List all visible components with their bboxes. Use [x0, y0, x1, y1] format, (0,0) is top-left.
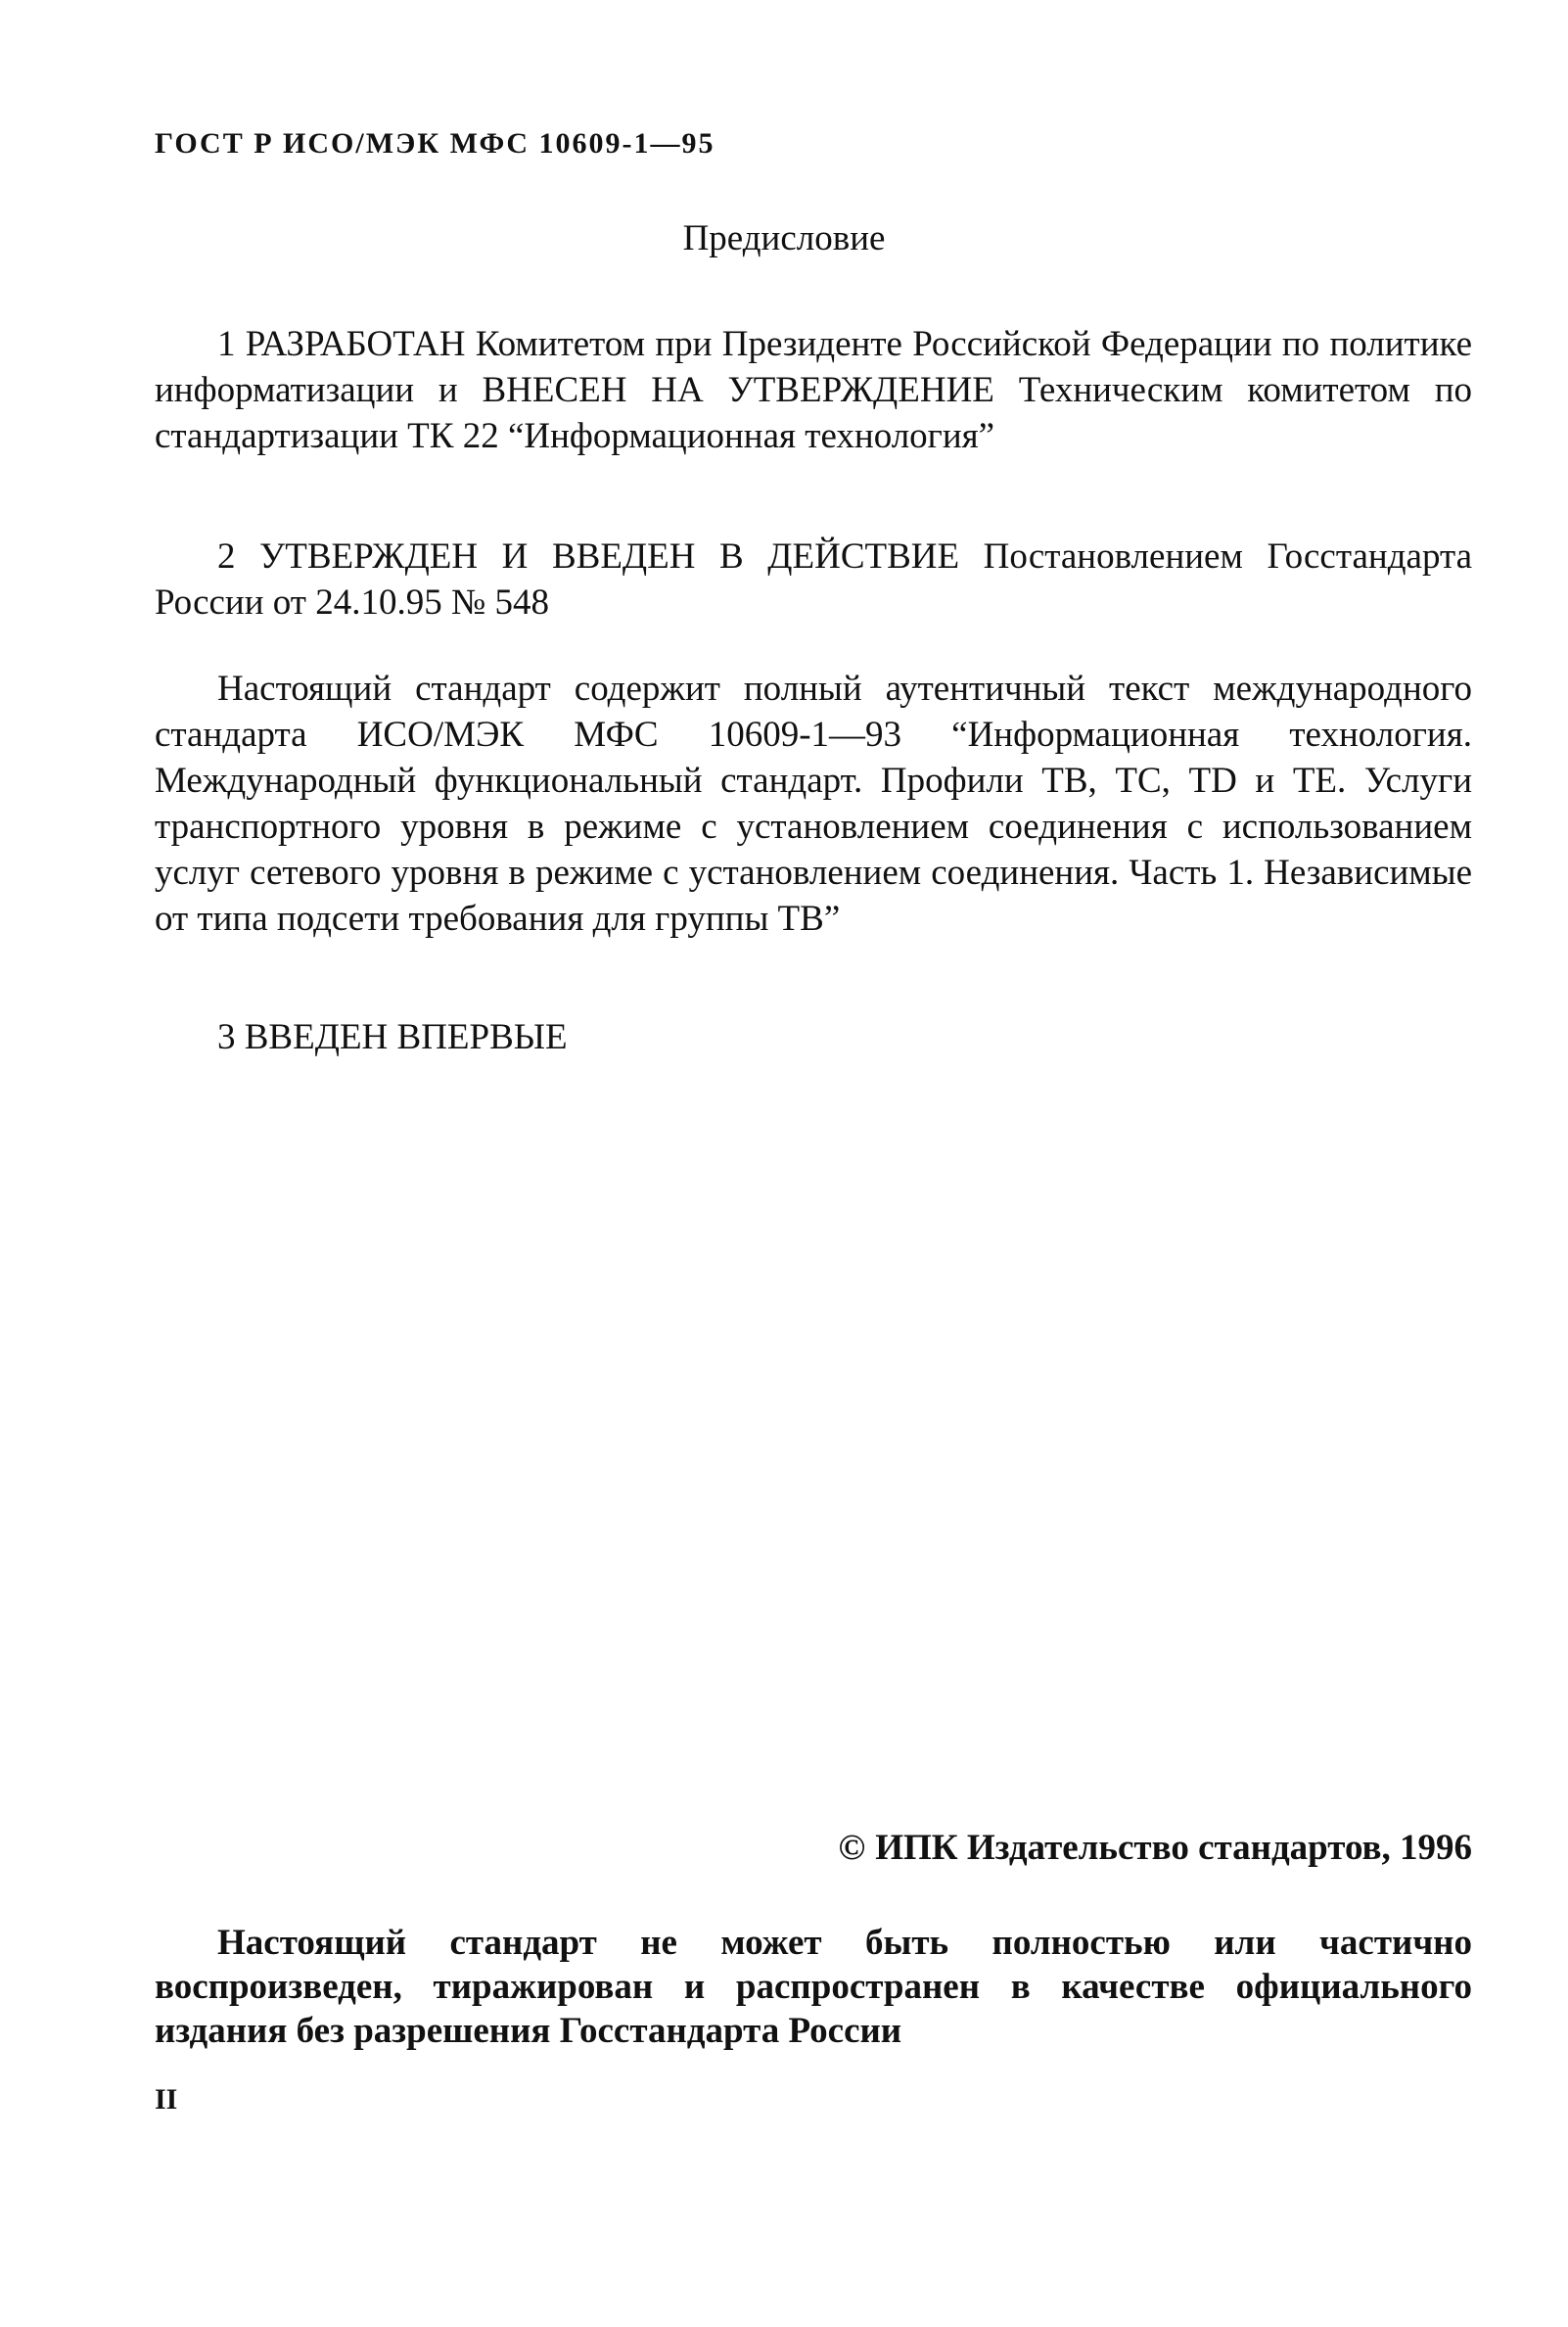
document-header: ГОСТ Р ИСО/МЭК МФС 10609-1—95 [155, 127, 715, 160]
paragraph-introduced-first: 3 ВВЕДЕН ВПЕРВЫЕ [217, 1017, 568, 1057]
copyright-text: ИПК Издательство стандартов, 1996 [875, 1828, 1472, 1868]
copyright-icon: © [838, 1828, 866, 1868]
page-title: Предисловие [682, 218, 886, 258]
paragraph-authentic-text: Настоящий стандарт содержит полный аутентичный текст международного стандарта ИСО/МЭК МФС 10609-1—93 “Информационная технология. Международный функциональный стандарт. Профили ТВ, ТС, TD и ТЕ. Услуги транспортного уровня в режиме с установлением соединения с использованием услуг сетевого уровня в режиме с установлением соединения. Часть 1. Независимые от типа подсети требования для группы ТВ” [155, 669, 1472, 939]
copyright-line [839, 1827, 1472, 1869]
paragraph-approved: 2 УТВЕРЖДЕН И ВВЕДЕН В ДЕЙСТВИЕ Постановлением Госстандарта России от 24.10.95 № 548 [155, 536, 1472, 623]
paragraph-developed-by: 1 РАЗРАБОТАН Комитетом при Президенте Российской Федерации по политике информатизации и ВНЕСЕН НА УТВЕРЖДЕНИЕ Техническим комитетом по стандартизации ТК 22 “Информационная технология” [155, 324, 1472, 456]
reproduction-notice: Настоящий стандарт не может быть полностью или частично воспроизведен, тиражирован и распространен в качестве официального издания без разрешения Госстандарта России [155, 1923, 1472, 2051]
page-number: II [155, 2083, 178, 2116]
